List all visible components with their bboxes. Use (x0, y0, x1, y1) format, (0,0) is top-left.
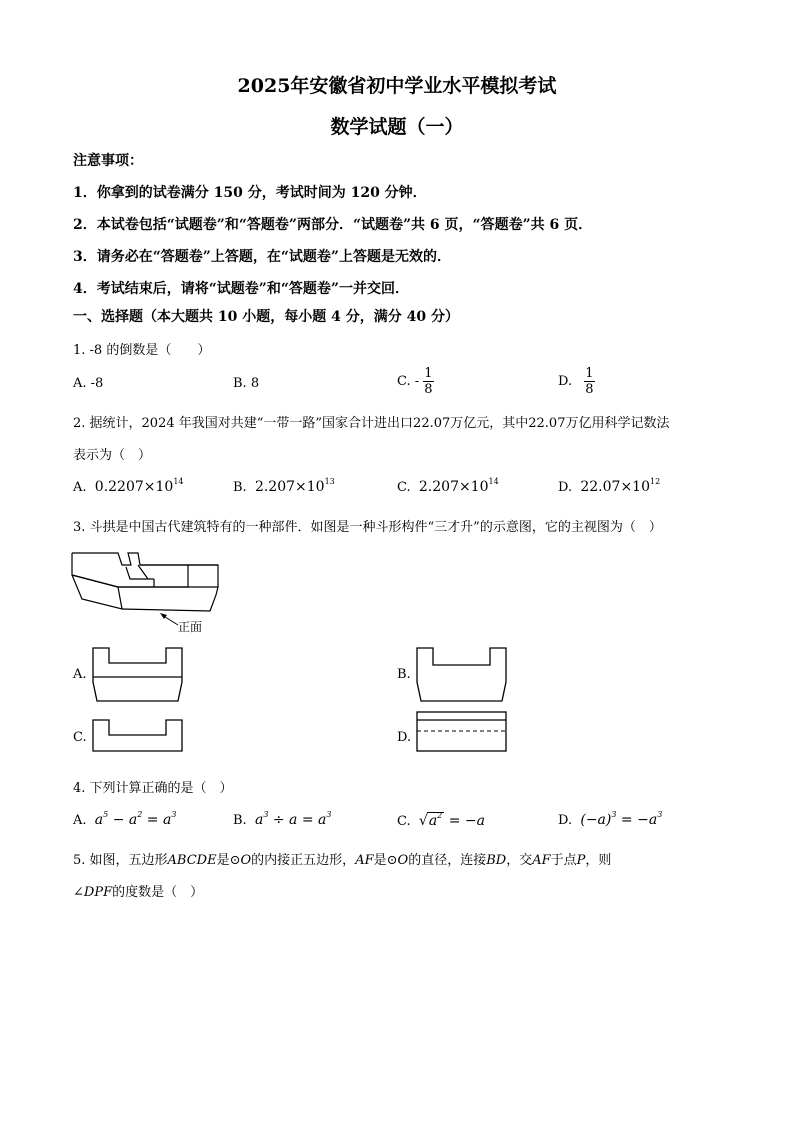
q5-text: 是 (373, 853, 387, 868)
q5-pentagon: ABCDE (167, 853, 217, 868)
q5-text: 于点 (550, 853, 577, 868)
note-item-2: 2．本试卷包括“试题卷”和“答题卷”两部分．“试题卷”共 6 页，“答题卷”共 6 页． (73, 217, 593, 233)
q2-option-a-label: A. (73, 480, 87, 495)
q5-circle: ⊙O (386, 853, 409, 868)
notes-heading: 注意事项： (73, 153, 143, 169)
question-5-stem-line2 (73, 881, 203, 900)
section-heading: 一、选择题（本大题共 10 小题，每小题 4 分，满分 40 分） (73, 309, 459, 325)
fraction-denominator: 8 (424, 382, 433, 397)
q5-text: 的直径，连接 (408, 853, 487, 868)
q5-segment-af: AF (532, 853, 551, 868)
q2-option-c-label: C. (397, 480, 411, 495)
note-item-3: 3．请务必在“答题卷”上答题，在“试题卷”上答题是无效的． (73, 249, 451, 265)
q2-option-a-exp: 14 (173, 477, 184, 486)
fraction-numerator: 1 (585, 366, 594, 381)
q1-option-c-label: C. - (397, 374, 420, 389)
fraction-numerator: 1 (424, 366, 433, 381)
q1-option-b: B. 8 (233, 376, 260, 391)
q2-option-d-label: D. (558, 480, 573, 495)
q3-option-d-label: D. (397, 730, 412, 745)
q4-option-c-label: C. (397, 814, 411, 829)
q3-option-a-figure (92, 647, 184, 703)
q3-option-a-label: A. (73, 667, 87, 682)
q5-point-p: P (576, 853, 586, 868)
q2-option-b-base: 2.207×10 (254, 479, 325, 495)
q2-option-b-label: B. (233, 480, 247, 495)
q2-option-d-base: 22.07×10 (580, 479, 650, 495)
q1-option-d (558, 366, 595, 397)
q5-segment-bd: BD (486, 853, 507, 868)
question-1-stem: 1. -8 的倒数是（ ） (73, 343, 211, 358)
page-subtitle: 数学试题（一） (330, 116, 464, 138)
question-5-stem-line1 (73, 849, 611, 868)
q2-option-b (233, 479, 335, 495)
q2-option-a (73, 479, 184, 495)
q4-option-a-label: A. (73, 813, 87, 828)
front-label: 正面 (178, 620, 203, 634)
note-item-4: 4．考试结束后，请将“试题卷”和“答题卷”一并交回． (73, 281, 409, 297)
fraction-d (584, 366, 594, 397)
q4-option-b (233, 812, 331, 828)
q4-option-c (397, 812, 485, 829)
q3-option-c-figure (92, 719, 184, 753)
q4-option-b-label: B. (233, 813, 247, 828)
q1-option-a: A. -8 (73, 376, 104, 391)
q4-option-d (558, 812, 662, 828)
q4-option-b-expression: $a^3 \div a = a^3$ (254, 810, 332, 828)
question-3-stem: 3. 斗拱是中国古代建筑特有的一种部件．如图是一种斗形构件“三才升”的示意图，它的主视图为（ ） (73, 520, 662, 535)
q3-option-b-label: B. (397, 667, 411, 682)
q2-option-c-exp: 14 (488, 477, 499, 486)
fraction-denominator: 8 (585, 382, 594, 397)
q2-option-c (397, 479, 499, 495)
q4-option-d-label: D. (558, 813, 573, 828)
question-4-stem: 4. 下列计算正确的是（ ） (73, 781, 233, 796)
note-item-1: 1．你拿到的试卷满分 150 分，考试时间为 120 分钟． (73, 185, 427, 201)
q2-option-d-exp: 12 (649, 477, 661, 486)
q5-text: ，则 (585, 853, 612, 868)
q2-option-d (558, 479, 660, 495)
q2-option-b-exp: 13 (324, 477, 335, 486)
q5-text: 是 (216, 853, 230, 868)
q4-option-a (73, 812, 176, 828)
q5-text: 的内接正五边形， (251, 853, 356, 868)
q5-angle: ∠DPF (73, 885, 113, 900)
q1-option-d-label: D. (558, 374, 573, 389)
q3-option-b-figure (416, 647, 508, 703)
page-title: 2025年安徽省初中学业水平模拟考试 (237, 75, 557, 97)
q3-option-c-label: C. (73, 730, 87, 745)
q5-segment-af: AF (355, 853, 374, 868)
q4-option-d-expression: $(-a)^3 = -a^3$ (580, 810, 663, 828)
q4-option-c-expression: $√a^2 = -a$ (418, 811, 485, 829)
fraction-c (423, 366, 433, 397)
q5-text: 的度数是（ ） (112, 885, 204, 900)
question-2-stem-line2: 表示为（ ） (73, 448, 152, 463)
q5-text: ，交 (506, 853, 533, 868)
q1-option-c (397, 366, 434, 397)
q2-option-c-base: 2.207×10 (418, 479, 489, 495)
q5-text: 5. 如图，五边形 (73, 853, 168, 868)
q4-option-a-expression: $a^5 - a^2 = a^3$ (94, 810, 177, 828)
question-2-stem-line1: 2. 据统计，2024 年我国对共建“一带一路”国家合计进出口22.07万亿元，其中22.07万亿用科学记数法 (73, 416, 670, 431)
q5-circle: ⊙O (229, 853, 252, 868)
q2-option-a-base: 0.2207×10 (94, 479, 174, 495)
q3-option-d-figure (416, 711, 508, 753)
